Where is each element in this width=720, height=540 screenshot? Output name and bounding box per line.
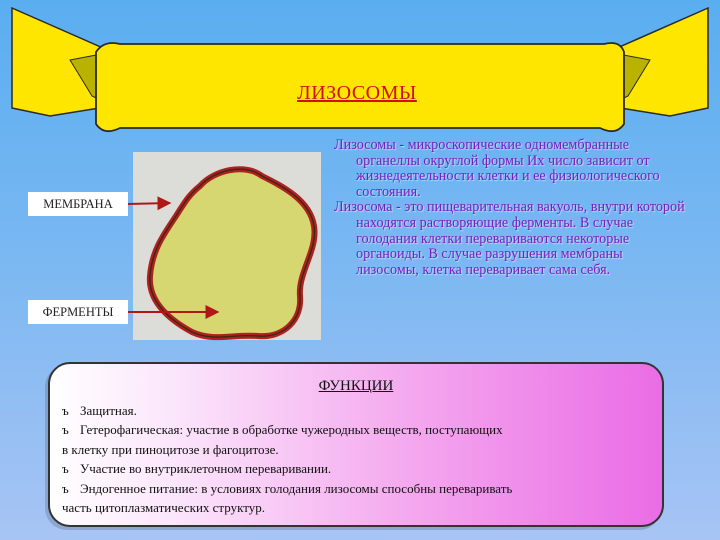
list-item: ъ Участие во внутриклеточном переваривании. (62, 459, 652, 478)
enzymes-label: ФЕРМЕНТЫ (28, 300, 128, 324)
functions-list (62, 401, 652, 517)
title-banner (0, 0, 720, 140)
functions-heading: ФУНКЦИИ (318, 378, 394, 394)
bullet-icon: ъ (62, 480, 69, 496)
page-title: ЛИЗОСОМЫ (297, 82, 417, 104)
description-text (334, 138, 686, 278)
bullet-icon: ъ (62, 403, 69, 418)
bullet-icon: ъ (62, 461, 69, 477)
list-item: ъ Гетерофагическая: участие в обработке чужеродных веществ, поступающих (62, 420, 652, 439)
list-item: ъ Защитная. (62, 401, 652, 420)
description-paragraph: Лизосомы - микроскопические одномембранные органеллы округлой формы Их число зависит от жизнедеятельности клетки и ее физиологического состояния. (334, 137, 660, 200)
list-item: часть цитоплазматических структур. (62, 500, 266, 516)
bullet-icon: ъ (62, 422, 69, 438)
lysosome-diagram-card (133, 152, 321, 340)
description-paragraph: Лизосома - это пищеварительная вакуоль, внутри которой находятся растворяющие ферменты. В случае голодания клетки перевариваются некоторые органоиды. В случае разрушения мембраны лизосомы, клетка переваривает сама себя. (334, 199, 685, 278)
functions-box (48, 362, 664, 527)
membrane-label: МЕМБРАНА (28, 192, 128, 216)
list-item: в клетку при пиноцитозе и фагоцитозе. (62, 441, 279, 457)
list-item: ъ Эндогенное питание: в условиях голодания лизосомы способны переваривать (62, 479, 652, 498)
